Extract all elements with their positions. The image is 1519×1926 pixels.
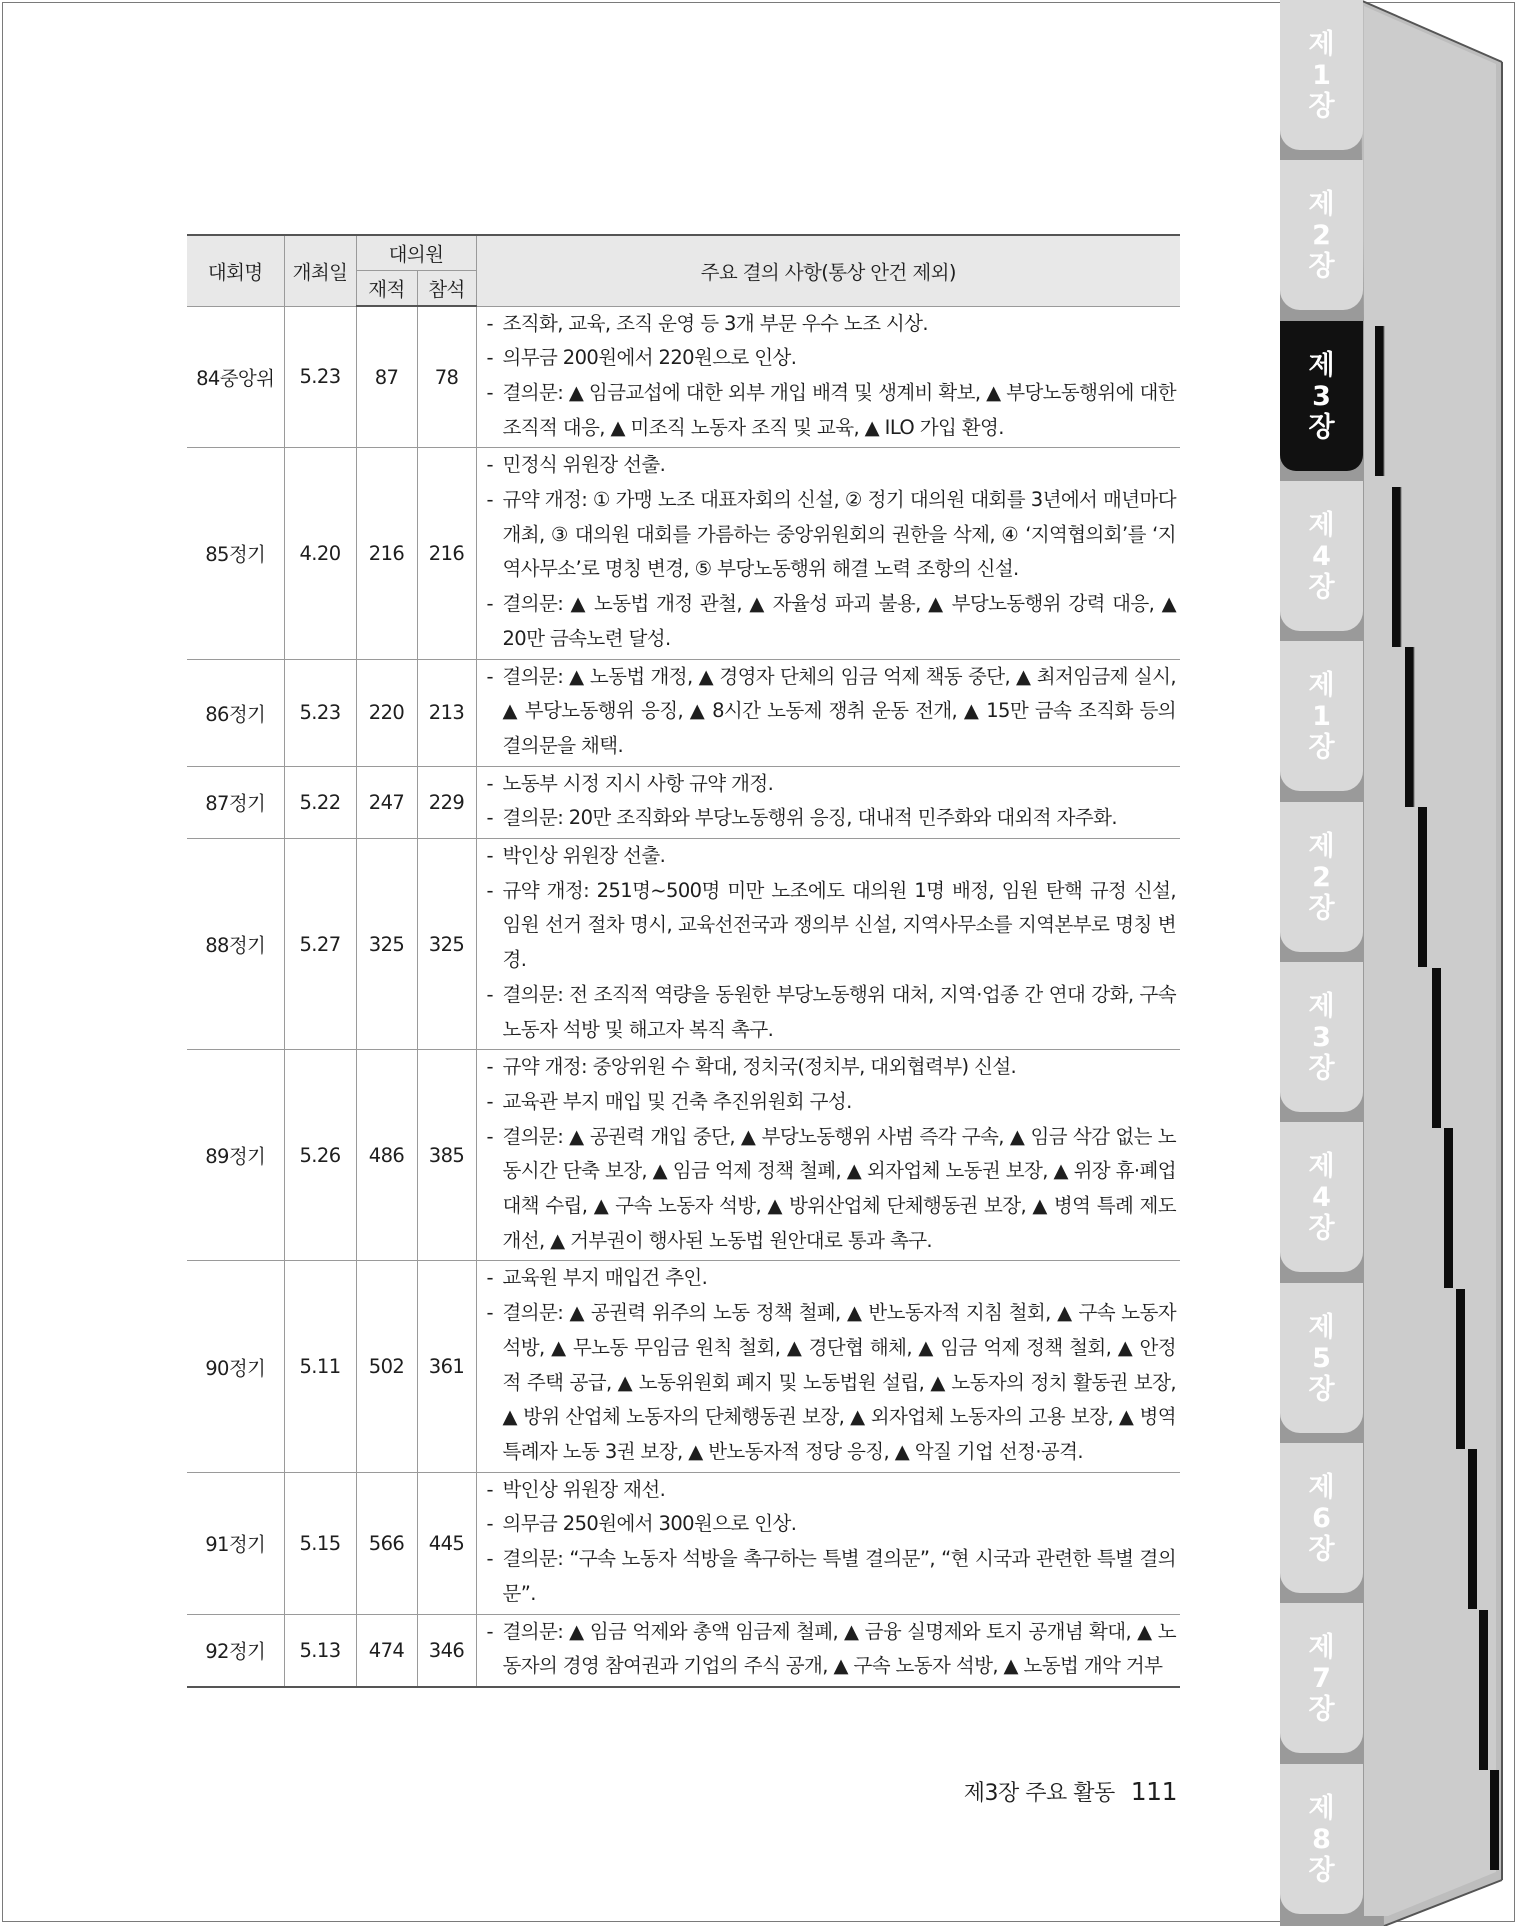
chapter-tab[interactable] [1280,1764,1363,1914]
registered-count-cell: 566 [356,1472,417,1614]
chapter-tab-label: 1 [1312,59,1331,91]
header-date: 개최일 [284,235,356,306]
congress-name-cell: 87정기 [187,766,284,838]
chapter-tab-label: 장 [1308,90,1335,122]
resolutions-cell [476,766,1180,838]
congress-name-cell: 84중앙위 [187,306,284,448]
table-row [187,448,1180,659]
resolutions-cell [476,1614,1180,1687]
resolution-item: - 결의문: 전 조직적 역량을 동원한 부당노동행위 대처, 지역·업종 간 연대 강화, 구속 노동자 석방 및 해고자 복직 촉구. [485,978,1177,1047]
header-congress-name: 대회명 [187,235,284,306]
chapter-tab-label: 제 [1308,990,1335,1022]
table-body [187,306,1180,1687]
registered-count-cell: 474 [356,1614,417,1687]
attended-count-cell: 445 [417,1472,476,1614]
chapter-tab[interactable] [1280,1283,1363,1433]
chapter-tab-label: 장 [1308,1533,1335,1565]
chapter-tab-label: 장 [1308,892,1335,924]
table-row [187,766,1180,838]
date-cell: 5.11 [284,1261,356,1472]
resolutions-cell [476,1050,1180,1261]
attended-count-cell: 346 [417,1614,476,1687]
congress-name-cell: 90정기 [187,1261,284,1472]
chapter-tab-label: 3 [1312,1021,1331,1053]
chapter-tab[interactable] [1280,1443,1363,1593]
chapter-tab-label: 장 [1308,1052,1335,1084]
chapter-tab[interactable] [1280,962,1363,1112]
chapter-tab-label: 제 [1308,830,1335,862]
chapter-tab[interactable] [1280,160,1363,310]
chapter-tab-label: 7 [1312,1662,1331,1694]
table-row [187,839,1180,1050]
registered-count-cell: 216 [356,448,417,659]
resolution-item: - 교육원 부지 매입건 추인. [485,1261,1177,1296]
chapter-tab[interactable] [1280,1122,1363,1272]
chapter-tab[interactable] [1280,641,1363,791]
chapter-tab[interactable] [1280,802,1363,952]
congress-name-cell: 88정기 [187,839,284,1050]
table-row [187,1472,1180,1614]
resolution-item: - 의무금 200원에서 220원으로 인상. [485,341,1177,376]
date-cell: 5.26 [284,1050,356,1261]
table-row [187,306,1180,448]
chapter-tab-label: 4 [1312,1181,1331,1213]
congress-name-cell: 92정기 [187,1614,284,1687]
resolution-item: - 결의문: ▲ 노동법 개정 관철, ▲ 자율성 파괴 불용, ▲ 부당노동행위 강력 대응, ▲ 20만 금속노련 달성. [485,587,1177,656]
chapter-tab-label: 6 [1312,1502,1331,1534]
chapter-tab-label: 제 [1308,1471,1335,1503]
table-row [187,659,1180,766]
date-cell: 5.15 [284,1472,356,1614]
chapter-tab[interactable] [1280,0,1363,150]
resolution-item: - 결의문: ▲ 노동법 개정, ▲ 경영자 단체의 임금 억제 책동 중단, ▲ 최저임금제 실시, ▲ 부당노동행위 응징, ▲ 8시간 노동제 쟁취 운동 전개, ▲ 15만 금속 조직화 등의 결의문을 채택. [485,660,1177,764]
header-registered: 재적 [356,271,417,307]
table-row [187,1614,1180,1687]
date-cell: 5.13 [284,1614,356,1687]
resolution-item: - 조직화, 교육, 조직 운영 등 3개 부문 우수 노조 시상. [485,307,1177,342]
chapter-tab[interactable] [1280,1603,1363,1753]
header-resolutions: 주요 결의 사항(통상 안건 제외) [476,235,1180,306]
page-footer [964,1776,1177,1807]
chapter-tab-label: 제 [1308,349,1335,381]
attended-count-cell: 213 [417,659,476,766]
chapter-tab-label: 장 [1308,1373,1335,1405]
resolution-item: - 규약 개정: ① 가맹 노조 대표자회의 신설, ② 정기 대의원 대회를 3년에서 매년마다 개최, ③ 대의원 대회를 가름하는 중앙위원회의 권한을 삭제, ④ ‘지역협의회’를 ‘지역사무소’로 명칭 변경, ⑤ 부당노동행위 해결 노력 조항의 신설. [485,483,1177,587]
chapter-tab-label: 장 [1308,250,1335,282]
header-attended: 참석 [417,271,476,307]
resolution-item: - 결의문: 20만 조직화와 부당노동행위 응징, 대내적 민주화와 대외적 자주화. [485,801,1177,836]
date-cell: 5.23 [284,659,356,766]
chapter-tab-label: 제 [1308,1631,1335,1663]
chapter-tab-label: 장 [1308,731,1335,763]
resolutions-cell [476,448,1180,659]
congress-name-cell: 85정기 [187,448,284,659]
resolution-item: - 의무금 250원에서 300원으로 인상. [485,1507,1177,1542]
chapter-tab-label: 1 [1312,700,1331,732]
attended-count-cell: 361 [417,1261,476,1472]
chapter-tab-label: 장 [1308,411,1335,443]
page-number: 111 [1130,1777,1177,1806]
chapter-tab-label: 장 [1308,1212,1335,1244]
resolution-item: - 결의문: ▲ 공권력 위주의 노동 정책 철폐, ▲ 반노동자적 지침 철회, ▲ 구속 노동자 석방, ▲ 무노동 무임금 원칙 철회, ▲ 경단협 해체, ▲ 임금 억제 정책 철회, ▲ 안정적 주택 공급, ▲ 노동위원회 폐지 및 노동법원 설립, ▲ 노동자의 정치 활동권 보장, ▲ 방위 산업체 노동자의 단체행동권 보장, ▲ 외자업체 노동자의 고용 보장, ▲ 병역 특례자 노동 3권 보장, ▲ 반노동자적 정당 응징, ▲ 악질 기업 선정·공격. [485,1296,1177,1470]
congress-name-cell: 91정기 [187,1472,284,1614]
chapter-tab-label: 8 [1312,1823,1331,1855]
resolutions-cell [476,1472,1180,1614]
chapter-tab-label: 2 [1312,219,1331,251]
footer-chapter-title: 제3장 주요 활동 [963,1781,1115,1806]
chapter-tab-label: 장 [1308,571,1335,603]
resolution-item: - 결의문: “구속 노동자 석방을 촉구하는 특별 결의문”, “현 시국과 관련한 특별 결의문”. [485,1542,1177,1611]
resolution-item: - 규약 개정: 251명~500명 미만 노조에도 대의원 1명 배정, 임원 탄핵 규정 신설, 임원 선거 절차 명시, 교육선전국과 쟁의부 신설, 지역사무소를 지역본부로 명칭 변경. [485,874,1177,978]
resolutions-cell [476,659,1180,766]
table-row [187,1050,1180,1261]
attended-count-cell: 78 [417,306,476,448]
resolution-item: - 결의문: ▲ 공권력 개입 중단, ▲ 부당노동행위 사범 즉각 구속, ▲ 임금 삭감 없는 노동시간 단축 보장, ▲ 임금 억제 정책 철폐, ▲ 외자업체 노동권 보장, ▲ 위장 휴·폐업 대책 수립, ▲ 구속 노동자 석방, ▲ 방위산업체 단체행동권 보장, ▲ 병역 특례 제도 개선, ▲ 거부권이 행사된 노동법 원안대로 통과 촉구. [485,1120,1177,1259]
chapter-tab-label: 장 [1308,1693,1335,1725]
registered-count-cell: 486 [356,1050,417,1261]
registered-count-cell: 220 [356,659,417,766]
chapter-tab-label: 제 [1308,188,1335,220]
chapter-tab-label: 5 [1312,1342,1331,1374]
chapter-tab-label: 제 [1308,1792,1335,1824]
resolution-item: - 결의문: ▲ 임금교섭에 대한 외부 개입 배격 및 생계비 확보, ▲ 부당노동행위에 대한 조직적 대응, ▲ 미조직 노동자 조직 및 교육, ▲ ILO 가입 환영. [485,376,1177,445]
chapter-tab-label: 제 [1308,28,1335,60]
resolution-item: - 민정식 위원장 선출. [485,448,1177,483]
resolution-item: - 결의문: ▲ 임금 억제와 총액 임금제 철폐, ▲ 금융 실명제와 토지 공개념 확대, ▲ 노동자의 경영 참여권과 기업의 주식 공개, ▲ 구속 노동자 석방, ▲ 노동법 개악 거부 [485,1615,1177,1684]
resolutions-cell [476,839,1180,1050]
attended-count-cell: 385 [417,1050,476,1261]
chapter-tab-label: 3 [1312,380,1331,412]
table-row [187,1261,1180,1472]
chapter-tab-label: 제 [1308,509,1335,541]
congress-name-cell: 89정기 [187,1050,284,1261]
congress-name-cell: 86정기 [187,659,284,766]
resolution-item: - 박인상 위원장 선출. [485,839,1177,874]
registered-count-cell: 325 [356,839,417,1050]
chapter-tabs [1280,0,1380,1926]
registered-count-cell: 502 [356,1261,417,1472]
resolution-item: - 규약 개정: 중앙위원 수 확대, 정치국(정치부, 대외협력부) 신설. [485,1050,1177,1085]
congress-table [187,234,1180,1688]
resolution-item: - 교육관 부지 매입 및 건축 추진위원회 구성. [485,1085,1177,1120]
attended-count-cell: 325 [417,839,476,1050]
chapter-tab[interactable] [1280,321,1363,471]
date-cell: 5.22 [284,766,356,838]
chapter-tab-label: 제 [1308,669,1335,701]
date-cell: 5.23 [284,306,356,448]
resolutions-cell [476,1261,1180,1472]
header-delegates: 대의원 [356,235,476,271]
chapter-tab-label: 장 [1308,1854,1335,1886]
chapter-tab[interactable] [1280,481,1363,631]
date-cell: 4.20 [284,448,356,659]
registered-count-cell: 87 [356,306,417,448]
attended-count-cell: 216 [417,448,476,659]
resolution-item: - 박인상 위원장 재선. [485,1473,1177,1508]
resolution-item: - 노동부 시정 지시 사항 규약 개정. [485,767,1177,802]
chapter-tab-label: 4 [1312,540,1331,572]
chapter-tab-label: 제 [1308,1150,1335,1182]
chapter-tab-label: 2 [1312,861,1331,893]
registered-count-cell: 247 [356,766,417,838]
resolutions-cell [476,306,1180,448]
attended-count-cell: 229 [417,766,476,838]
date-cell: 5.27 [284,839,356,1050]
chapter-tab-label: 제 [1308,1311,1335,1343]
